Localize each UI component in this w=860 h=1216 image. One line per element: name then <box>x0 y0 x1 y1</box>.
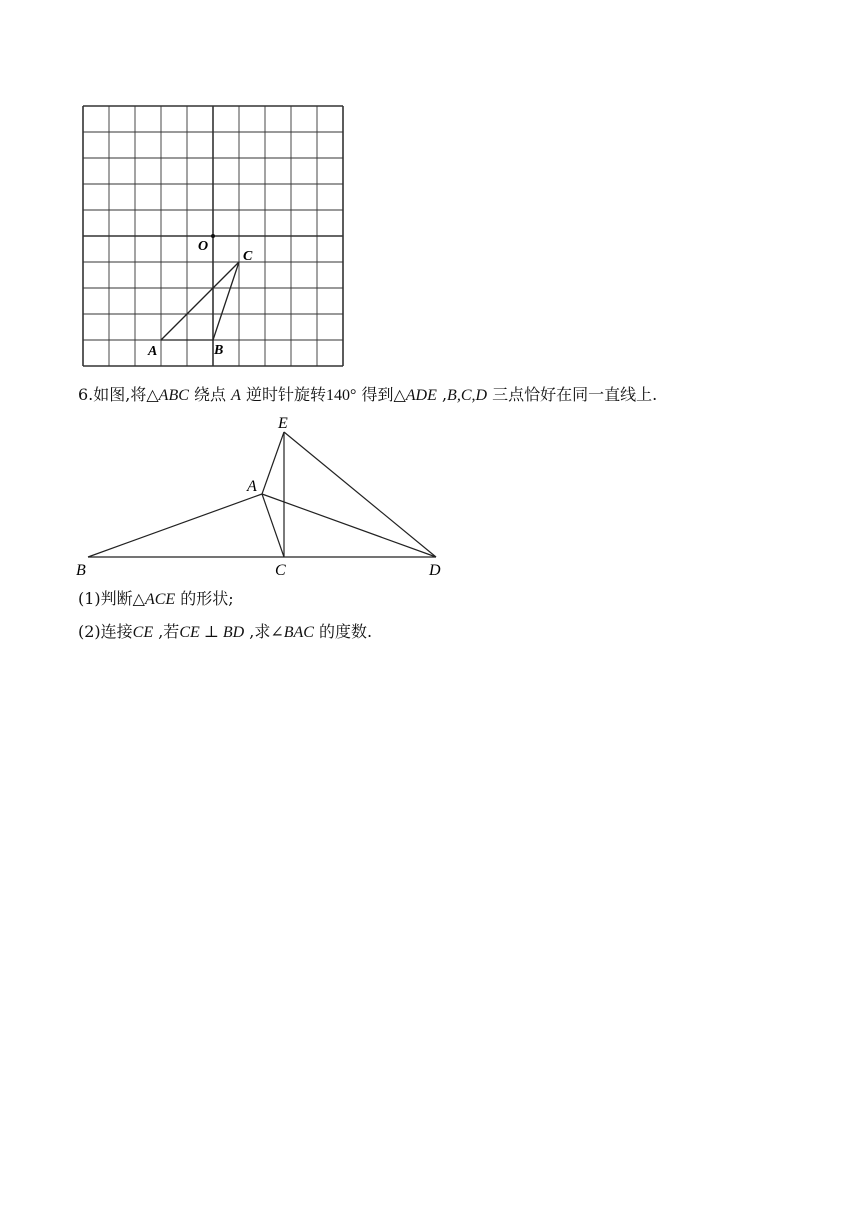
problem-6-statement: 6.如图,将△ABC 绕点 A 逆时针旋转140° 得到△ADE ,B,C,D 三点恰好在同一直线上. <box>78 385 658 404</box>
label-c: C <box>243 249 253 264</box>
segment-ad <box>262 494 436 557</box>
segment-bc <box>213 262 239 340</box>
segment-ac <box>161 262 239 340</box>
grid-figure <box>70 95 360 380</box>
rotation-figure <box>70 410 460 585</box>
triangle-abc <box>161 262 239 340</box>
label-c: C <box>275 562 286 579</box>
label-b: B <box>214 343 224 358</box>
segment-ae <box>262 432 284 494</box>
label-o: O <box>198 239 209 254</box>
segment-ed <box>284 432 436 557</box>
label-b: B <box>76 562 86 579</box>
segment-ac <box>262 494 284 557</box>
segment-ba <box>88 494 262 557</box>
point-o <box>211 234 215 238</box>
label-e: E <box>278 415 288 432</box>
label-a: A <box>148 344 158 359</box>
label-a: A <box>247 478 257 495</box>
label-d: D <box>429 562 441 579</box>
question-1: (1)判断△ACE 的形状; <box>78 589 234 608</box>
question-2: (2)连接CE ,若CE ⊥ BD ,求∠BAC 的度数. <box>78 622 373 641</box>
